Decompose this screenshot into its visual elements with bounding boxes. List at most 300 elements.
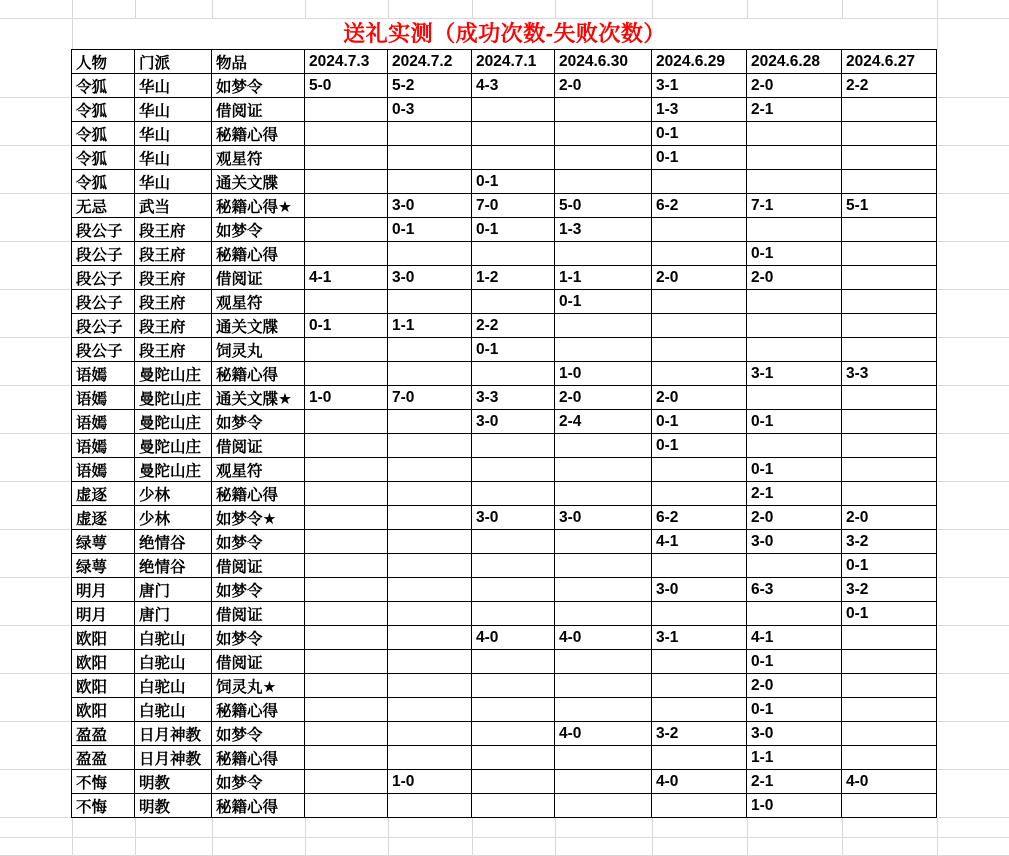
cell[interactable]: 6-3: [747, 578, 842, 602]
cell[interactable]: [842, 218, 937, 242]
cell[interactable]: 2-0: [555, 74, 652, 98]
cell[interactable]: 虚逐: [72, 482, 135, 506]
cell[interactable]: 4-3: [472, 74, 555, 98]
cell[interactable]: [842, 338, 937, 362]
cell[interactable]: 2-2: [842, 74, 937, 98]
cell[interactable]: 明教: [135, 770, 212, 794]
cell[interactable]: [472, 482, 555, 506]
cell[interactable]: [388, 362, 472, 386]
cell[interactable]: 白驼山: [135, 626, 212, 650]
cell[interactable]: [305, 602, 388, 626]
cell[interactable]: 秘籍心得: [212, 794, 305, 818]
cell[interactable]: [305, 122, 388, 146]
cell[interactable]: 7-0: [472, 194, 555, 218]
cell[interactable]: [842, 314, 937, 338]
cell[interactable]: 欧阳: [72, 650, 135, 674]
column-header[interactable]: 2024.7.1: [472, 50, 555, 74]
cell[interactable]: [652, 554, 747, 578]
cell[interactable]: 如梦令: [212, 410, 305, 434]
cell[interactable]: 3-3: [842, 362, 937, 386]
cell[interactable]: [555, 482, 652, 506]
cell[interactable]: 不悔: [72, 794, 135, 818]
cell[interactable]: 3-2: [842, 530, 937, 554]
cell[interactable]: 欧阳: [72, 698, 135, 722]
cell[interactable]: [472, 698, 555, 722]
cell[interactable]: [842, 626, 937, 650]
cell[interactable]: [472, 242, 555, 266]
cell[interactable]: 语嫣: [72, 410, 135, 434]
cell[interactable]: 观星符: [212, 290, 305, 314]
cell[interactable]: 0-1: [555, 290, 652, 314]
cell[interactable]: 曼陀山庄: [135, 386, 212, 410]
cell[interactable]: [747, 314, 842, 338]
cell[interactable]: 白驼山: [135, 674, 212, 698]
cell[interactable]: [652, 650, 747, 674]
cell[interactable]: [555, 98, 652, 122]
cell[interactable]: 1-3: [555, 218, 652, 242]
cell[interactable]: 7-1: [747, 194, 842, 218]
cell[interactable]: [472, 554, 555, 578]
cell[interactable]: [472, 434, 555, 458]
cell[interactable]: 7-0: [388, 386, 472, 410]
cell[interactable]: 如梦令: [212, 626, 305, 650]
cell[interactable]: 3-0: [555, 506, 652, 530]
cell[interactable]: 3-0: [747, 530, 842, 554]
cell[interactable]: 秘籍心得★: [212, 194, 305, 218]
cell[interactable]: [472, 650, 555, 674]
cell[interactable]: 0-1: [842, 602, 937, 626]
cell[interactable]: 令狐: [72, 74, 135, 98]
column-header[interactable]: 人物: [72, 50, 135, 74]
cell[interactable]: 少林: [135, 482, 212, 506]
cell[interactable]: 4-0: [555, 722, 652, 746]
column-header[interactable]: 2024.6.29: [652, 50, 747, 74]
cell[interactable]: 通关文牒: [212, 314, 305, 338]
cell[interactable]: 2-0: [555, 386, 652, 410]
cell[interactable]: 3-0: [472, 410, 555, 434]
cell[interactable]: 盈盈: [72, 722, 135, 746]
cell[interactable]: [555, 698, 652, 722]
cell[interactable]: 段王府: [135, 218, 212, 242]
cell[interactable]: [305, 578, 388, 602]
cell[interactable]: 如梦令: [212, 578, 305, 602]
cell[interactable]: [555, 650, 652, 674]
cell[interactable]: 如梦令: [212, 530, 305, 554]
cell[interactable]: 0-1: [472, 338, 555, 362]
cell[interactable]: 1-1: [388, 314, 472, 338]
cell[interactable]: 绝情谷: [135, 554, 212, 578]
cell[interactable]: [842, 242, 937, 266]
cell[interactable]: 令狐: [72, 98, 135, 122]
cell[interactable]: 武当: [135, 194, 212, 218]
cell[interactable]: [472, 578, 555, 602]
cell[interactable]: 明教: [135, 794, 212, 818]
cell[interactable]: [388, 410, 472, 434]
cell[interactable]: [747, 170, 842, 194]
cell[interactable]: [472, 146, 555, 170]
cell[interactable]: [555, 170, 652, 194]
cell[interactable]: [388, 794, 472, 818]
cell[interactable]: 段王府: [135, 338, 212, 362]
cell[interactable]: [842, 170, 937, 194]
cell[interactable]: 借阅证: [212, 98, 305, 122]
cell[interactable]: [747, 338, 842, 362]
cell[interactable]: [652, 290, 747, 314]
cell[interactable]: [842, 98, 937, 122]
cell[interactable]: 1-0: [388, 770, 472, 794]
cell[interactable]: 0-1: [472, 218, 555, 242]
cell[interactable]: 白驼山: [135, 698, 212, 722]
cell[interactable]: [842, 458, 937, 482]
cell[interactable]: 2-0: [747, 266, 842, 290]
cell[interactable]: [305, 746, 388, 770]
column-header[interactable]: 门派: [135, 50, 212, 74]
cell[interactable]: [388, 698, 472, 722]
cell[interactable]: 段公子: [72, 266, 135, 290]
cell[interactable]: 2-0: [842, 506, 937, 530]
column-header[interactable]: 2024.6.28: [747, 50, 842, 74]
cell[interactable]: [388, 674, 472, 698]
cell[interactable]: 段公子: [72, 218, 135, 242]
cell[interactable]: [305, 770, 388, 794]
cell[interactable]: 如梦令★: [212, 506, 305, 530]
cell[interactable]: 1-2: [472, 266, 555, 290]
cell[interactable]: [388, 530, 472, 554]
cell[interactable]: [652, 458, 747, 482]
cell[interactable]: [305, 794, 388, 818]
cell[interactable]: [388, 338, 472, 362]
cell[interactable]: [388, 626, 472, 650]
cell[interactable]: 3-0: [388, 266, 472, 290]
cell[interactable]: [842, 434, 937, 458]
cell[interactable]: [555, 578, 652, 602]
cell[interactable]: [652, 242, 747, 266]
cell[interactable]: 5-0: [305, 74, 388, 98]
cell[interactable]: [555, 458, 652, 482]
cell[interactable]: 4-0: [842, 770, 937, 794]
cell[interactable]: 虚逐: [72, 506, 135, 530]
cell[interactable]: 0-1: [652, 434, 747, 458]
cell[interactable]: 3-0: [652, 578, 747, 602]
cell[interactable]: [555, 554, 652, 578]
cell[interactable]: 段公子: [72, 314, 135, 338]
cell[interactable]: 秘籍心得: [212, 362, 305, 386]
cell[interactable]: [652, 170, 747, 194]
cell[interactable]: 0-1: [747, 458, 842, 482]
cell[interactable]: 观星符: [212, 146, 305, 170]
cell[interactable]: [305, 170, 388, 194]
cell[interactable]: 饲灵丸: [212, 338, 305, 362]
cell[interactable]: [652, 746, 747, 770]
cell[interactable]: 无忌: [72, 194, 135, 218]
cell[interactable]: 秘籍心得: [212, 482, 305, 506]
cell[interactable]: [305, 434, 388, 458]
cell[interactable]: [555, 770, 652, 794]
cell[interactable]: [388, 458, 472, 482]
cell[interactable]: [842, 794, 937, 818]
cell[interactable]: [555, 434, 652, 458]
cell[interactable]: [555, 338, 652, 362]
cell[interactable]: 秘籍心得: [212, 698, 305, 722]
cell[interactable]: 0-1: [842, 554, 937, 578]
cell[interactable]: [842, 146, 937, 170]
cell[interactable]: 明月: [72, 578, 135, 602]
cell[interactable]: 0-1: [747, 650, 842, 674]
cell[interactable]: 段公子: [72, 290, 135, 314]
cell[interactable]: 3-0: [388, 194, 472, 218]
cell[interactable]: 6-2: [652, 194, 747, 218]
cell[interactable]: 3-1: [652, 626, 747, 650]
cell[interactable]: [388, 602, 472, 626]
cell[interactable]: 令狐: [72, 146, 135, 170]
cell[interactable]: [305, 218, 388, 242]
cell[interactable]: 秘籍心得: [212, 242, 305, 266]
cell[interactable]: 3-2: [652, 722, 747, 746]
cell[interactable]: 饲灵丸★: [212, 674, 305, 698]
cell[interactable]: [652, 362, 747, 386]
cell[interactable]: 秘籍心得: [212, 746, 305, 770]
cell[interactable]: [305, 530, 388, 554]
cell[interactable]: [305, 194, 388, 218]
cell[interactable]: 如梦令: [212, 74, 305, 98]
cell[interactable]: 唐门: [135, 578, 212, 602]
cell[interactable]: 华山: [135, 146, 212, 170]
cell[interactable]: [555, 146, 652, 170]
cell[interactable]: 2-1: [747, 482, 842, 506]
cell[interactable]: [305, 650, 388, 674]
cell[interactable]: 2-0: [747, 506, 842, 530]
cell[interactable]: [747, 434, 842, 458]
cell[interactable]: [747, 122, 842, 146]
column-header[interactable]: 2024.7.3: [305, 50, 388, 74]
cell[interactable]: 借阅证: [212, 434, 305, 458]
cell[interactable]: 借阅证: [212, 650, 305, 674]
cell[interactable]: [842, 674, 937, 698]
cell[interactable]: [472, 362, 555, 386]
cell[interactable]: 曼陀山庄: [135, 410, 212, 434]
cell[interactable]: 唐门: [135, 602, 212, 626]
cell[interactable]: [305, 674, 388, 698]
cell[interactable]: 2-1: [747, 98, 842, 122]
cell[interactable]: [305, 290, 388, 314]
cell[interactable]: 借阅证: [212, 554, 305, 578]
cell[interactable]: [472, 722, 555, 746]
cell[interactable]: [388, 122, 472, 146]
cell[interactable]: [747, 386, 842, 410]
cell[interactable]: 秘籍心得: [212, 122, 305, 146]
cell[interactable]: 1-0: [305, 386, 388, 410]
cell[interactable]: 华山: [135, 122, 212, 146]
cell[interactable]: [555, 122, 652, 146]
cell[interactable]: 华山: [135, 98, 212, 122]
cell[interactable]: [842, 722, 937, 746]
cell[interactable]: 欧阳: [72, 674, 135, 698]
cell[interactable]: [305, 698, 388, 722]
cell[interactable]: 令狐: [72, 170, 135, 194]
cell[interactable]: [305, 338, 388, 362]
cell[interactable]: [472, 122, 555, 146]
cell[interactable]: 5-0: [555, 194, 652, 218]
cell[interactable]: 2-0: [652, 266, 747, 290]
cell[interactable]: 令狐: [72, 122, 135, 146]
cell[interactable]: [747, 554, 842, 578]
cell[interactable]: 2-0: [652, 386, 747, 410]
cell[interactable]: 语嫣: [72, 362, 135, 386]
cell[interactable]: [388, 146, 472, 170]
cell[interactable]: [842, 266, 937, 290]
cell[interactable]: [472, 98, 555, 122]
cell[interactable]: 0-1: [747, 242, 842, 266]
cell[interactable]: [305, 506, 388, 530]
cell[interactable]: 0-1: [472, 170, 555, 194]
cell[interactable]: [388, 242, 472, 266]
cell[interactable]: 段王府: [135, 242, 212, 266]
cell[interactable]: 3-3: [472, 386, 555, 410]
cell[interactable]: [305, 146, 388, 170]
cell[interactable]: [305, 722, 388, 746]
cell[interactable]: 0-1: [388, 218, 472, 242]
cell[interactable]: [842, 410, 937, 434]
cell[interactable]: 3-0: [472, 506, 555, 530]
cell[interactable]: 通关文牒: [212, 170, 305, 194]
cell[interactable]: 绿萼: [72, 554, 135, 578]
cell[interactable]: [305, 482, 388, 506]
cell[interactable]: [842, 746, 937, 770]
cell[interactable]: 0-1: [652, 146, 747, 170]
cell[interactable]: [555, 746, 652, 770]
cell[interactable]: 绝情谷: [135, 530, 212, 554]
cell[interactable]: [388, 434, 472, 458]
cell[interactable]: 欧阳: [72, 626, 135, 650]
cell[interactable]: 0-1: [747, 698, 842, 722]
cell[interactable]: [305, 410, 388, 434]
cell[interactable]: [652, 674, 747, 698]
cell[interactable]: [555, 794, 652, 818]
cell[interactable]: [388, 554, 472, 578]
cell[interactable]: [388, 506, 472, 530]
cell[interactable]: 借阅证: [212, 266, 305, 290]
cell[interactable]: 借阅证: [212, 602, 305, 626]
cell[interactable]: 观星符: [212, 458, 305, 482]
cell[interactable]: 1-0: [747, 794, 842, 818]
cell[interactable]: 2-0: [747, 674, 842, 698]
cell[interactable]: 段王府: [135, 314, 212, 338]
cell[interactable]: 3-1: [652, 74, 747, 98]
cell[interactable]: 曼陀山庄: [135, 434, 212, 458]
cell[interactable]: 明月: [72, 602, 135, 626]
cell[interactable]: 6-2: [652, 506, 747, 530]
cell[interactable]: 华山: [135, 170, 212, 194]
cell[interactable]: [747, 146, 842, 170]
cell[interactable]: 段公子: [72, 338, 135, 362]
cell[interactable]: 如梦令: [212, 218, 305, 242]
cell[interactable]: [388, 482, 472, 506]
cell[interactable]: [555, 530, 652, 554]
cell[interactable]: 白驼山: [135, 650, 212, 674]
cell[interactable]: [305, 242, 388, 266]
cell[interactable]: [305, 554, 388, 578]
cell[interactable]: [652, 218, 747, 242]
cell[interactable]: 语嫣: [72, 434, 135, 458]
cell[interactable]: [747, 218, 842, 242]
cell[interactable]: [472, 770, 555, 794]
cell[interactable]: 曼陀山庄: [135, 458, 212, 482]
cell[interactable]: [747, 290, 842, 314]
cell[interactable]: 盈盈: [72, 746, 135, 770]
cell[interactable]: [388, 170, 472, 194]
cell[interactable]: 5-1: [842, 194, 937, 218]
column-header[interactable]: 物品: [212, 50, 305, 74]
cell[interactable]: [388, 650, 472, 674]
cell[interactable]: 如梦令: [212, 722, 305, 746]
cell[interactable]: 段王府: [135, 266, 212, 290]
cell[interactable]: 通关文牒★: [212, 386, 305, 410]
cell[interactable]: [472, 674, 555, 698]
cell[interactable]: [652, 338, 747, 362]
cell[interactable]: [388, 722, 472, 746]
cell[interactable]: 段王府: [135, 290, 212, 314]
cell[interactable]: 5-2: [388, 74, 472, 98]
cell[interactable]: 4-1: [747, 626, 842, 650]
cell[interactable]: 1-1: [747, 746, 842, 770]
cell[interactable]: 3-0: [747, 722, 842, 746]
cell[interactable]: 2-0: [747, 74, 842, 98]
cell[interactable]: [652, 698, 747, 722]
cell[interactable]: [555, 674, 652, 698]
cell[interactable]: [388, 290, 472, 314]
cell[interactable]: [555, 314, 652, 338]
cell[interactable]: 曼陀山庄: [135, 362, 212, 386]
cell[interactable]: [472, 746, 555, 770]
cell[interactable]: 1-1: [555, 266, 652, 290]
cell[interactable]: 4-1: [305, 266, 388, 290]
cell[interactable]: [842, 482, 937, 506]
cell[interactable]: [305, 458, 388, 482]
cell[interactable]: 语嫣: [72, 458, 135, 482]
cell[interactable]: 1-3: [652, 98, 747, 122]
cell[interactable]: 1-0: [555, 362, 652, 386]
cell[interactable]: [652, 602, 747, 626]
cell[interactable]: [472, 290, 555, 314]
cell[interactable]: 0-1: [652, 410, 747, 434]
cell[interactable]: 0-1: [747, 410, 842, 434]
cell[interactable]: 2-1: [747, 770, 842, 794]
cell[interactable]: [305, 362, 388, 386]
cell[interactable]: 3-1: [747, 362, 842, 386]
cell[interactable]: [842, 386, 937, 410]
cell[interactable]: [747, 602, 842, 626]
cell[interactable]: [388, 578, 472, 602]
cell[interactable]: 0-1: [305, 314, 388, 338]
cell[interactable]: 日月神教: [135, 746, 212, 770]
cell[interactable]: [472, 458, 555, 482]
cell[interactable]: 语嫣: [72, 386, 135, 410]
cell[interactable]: 0-1: [652, 122, 747, 146]
cell[interactable]: [388, 746, 472, 770]
cell[interactable]: [842, 122, 937, 146]
cell[interactable]: [842, 698, 937, 722]
cell[interactable]: [652, 482, 747, 506]
cell[interactable]: 0-3: [388, 98, 472, 122]
cell[interactable]: 4-0: [472, 626, 555, 650]
cell[interactable]: [842, 290, 937, 314]
cell[interactable]: 绿萼: [72, 530, 135, 554]
column-header[interactable]: 2024.6.27: [842, 50, 937, 74]
cell[interactable]: [472, 602, 555, 626]
cell[interactable]: 2-4: [555, 410, 652, 434]
cell[interactable]: [305, 98, 388, 122]
cell[interactable]: 3-2: [842, 578, 937, 602]
